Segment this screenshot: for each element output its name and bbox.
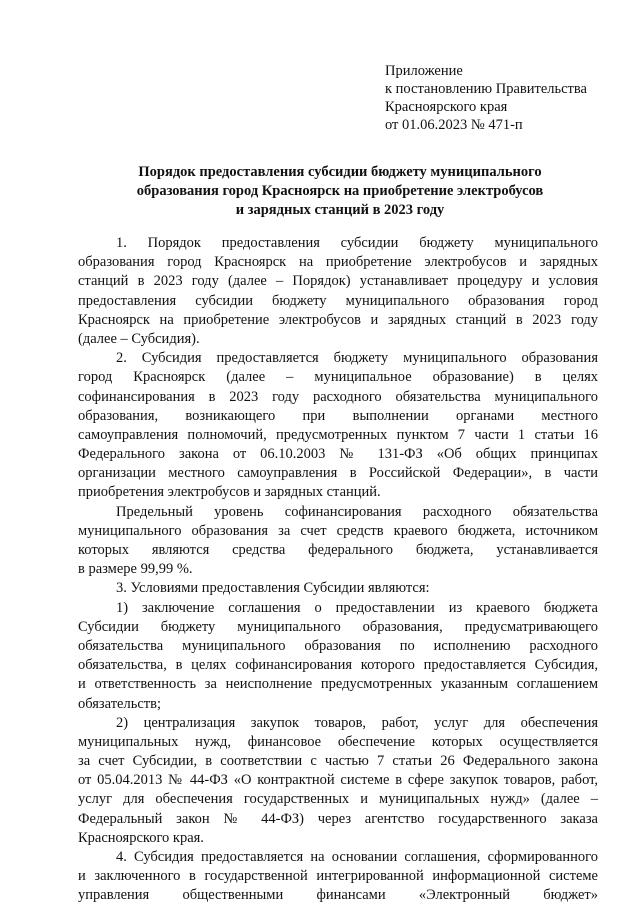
paragraph-line: организации местного самоуправления в Российской Федерации», в части bbox=[78, 465, 598, 482]
paragraph bbox=[78, 714, 598, 848]
paragraph-line: муниципальных нужд, финансовое обеспечение которых осуществляется bbox=[78, 733, 598, 750]
appendix-line: Красноярского края bbox=[385, 99, 508, 115]
paragraph-line: и ответственность за неисполнение предусмотренных указанным соглашением bbox=[78, 676, 598, 693]
paragraph-line: 1) заключение соглашения о предоставлении из краевого бюджета bbox=[116, 599, 598, 616]
paragraph-line: муниципального образования за счет средств краевого бюджета, источником bbox=[78, 522, 598, 539]
paragraph bbox=[78, 848, 598, 906]
paragraph-line: 4. Субсидия предоставляется на основании соглашения, сформированного bbox=[116, 849, 598, 865]
title-line: образования город Красноярск на приобретение электробусов bbox=[136, 183, 544, 199]
paragraph-line: приобретения электробусов и зарядных станций. bbox=[78, 484, 381, 501]
paragraph-line: услуг для обеспечения государственных и муниципальных нужд» (далее – bbox=[78, 791, 598, 808]
paragraph bbox=[78, 579, 598, 598]
paragraph-line: образования город Красноярск на приобретение электробусов и зарядных bbox=[78, 254, 598, 271]
appendix-line: от 01.06.2023 № 471-п bbox=[385, 117, 523, 133]
paragraph-line: от 05.04.2013 № 44-ФЗ «О контрактной системе в сфере закупок товаров, работ, bbox=[78, 772, 598, 789]
paragraph bbox=[78, 349, 598, 503]
paragraph bbox=[78, 503, 598, 580]
paragraph-line: управления общественными финансами «Электронный бюджет» bbox=[78, 887, 598, 904]
appendix-line: к постановлению Правительства bbox=[385, 81, 587, 97]
paragraph-line: (далее – Субсидия). bbox=[78, 330, 200, 347]
paragraph-line: станций в 2023 году (далее – Порядок) устанавливает процедуру и условия bbox=[78, 273, 598, 290]
paragraph-line: 1. Порядок предоставления субсидии бюджету муниципального bbox=[116, 235, 598, 251]
paragraph-line: Субсидии бюджету муниципального образования, предусматривающего bbox=[78, 618, 598, 635]
appendix-block bbox=[385, 62, 587, 134]
document-title bbox=[60, 163, 620, 220]
paragraph-line: Красноярск на приобретение электробусов и зарядных станций в 2023 году bbox=[78, 311, 598, 328]
paragraph-line: самоуправления полномочий, предусмотренных пунктом 7 части 1 статьи 16 bbox=[78, 426, 598, 443]
paragraph-line: обязательства, в целях софинансирования которого предоставляется Субсидия, bbox=[78, 657, 598, 674]
paragraph-line: Федерального закона от 06.10.2003 № 131-ФЗ «Об общих принципах bbox=[78, 446, 598, 463]
title-line: Порядок предоставления субсидии бюджету муниципального bbox=[138, 164, 542, 180]
paragraph-line: Предельный уровень софинансирования расходного обязательства bbox=[116, 503, 598, 520]
paragraph-line: предоставления субсидии бюджету муниципального образования город bbox=[78, 292, 598, 309]
paragraph-line: обязательств; bbox=[78, 695, 161, 712]
paragraph-line: обязательства муниципального образования по исполнению расходного bbox=[78, 637, 598, 654]
document-body bbox=[78, 234, 598, 906]
paragraph-line: Красноярского края. bbox=[78, 829, 204, 846]
paragraph-line: софинансирования в 2023 году расходного обязательства муниципального bbox=[78, 388, 598, 405]
paragraph bbox=[78, 599, 598, 714]
paragraph-line: образования, возникающего при выполнении органами местного bbox=[78, 407, 598, 424]
paragraph-line: Федеральный закон № 44-ФЗ) через агентство государственного заказа bbox=[78, 810, 598, 827]
title-line: и зарядных станций в 2023 году bbox=[235, 202, 445, 218]
paragraph-line: в размере 99,99 %. bbox=[78, 561, 193, 578]
paragraph-line: которых являются средства федерального бюджета, устанавливается bbox=[78, 542, 598, 558]
appendix-line: Приложение bbox=[385, 63, 463, 79]
paragraph-line: 2) централизация закупок товаров, работ, услуг для обеспечения bbox=[116, 714, 598, 731]
paragraph-line: город Красноярск (далее – муниципальное образование) в целях bbox=[78, 369, 598, 386]
paragraph-line: и заключенного в государственной интегрированной информационной системе bbox=[78, 868, 598, 885]
paragraph-line: 2. Субсидия предоставляется бюджету муниципального образования bbox=[116, 350, 598, 367]
paragraph-line: за счет Субсидии, в соответствии с частью 7 статьи 26 Федерального закона bbox=[78, 753, 598, 770]
paragraph-line: 3. Условиями предоставления Субсидии являются: bbox=[116, 580, 430, 597]
paragraph bbox=[78, 234, 598, 349]
